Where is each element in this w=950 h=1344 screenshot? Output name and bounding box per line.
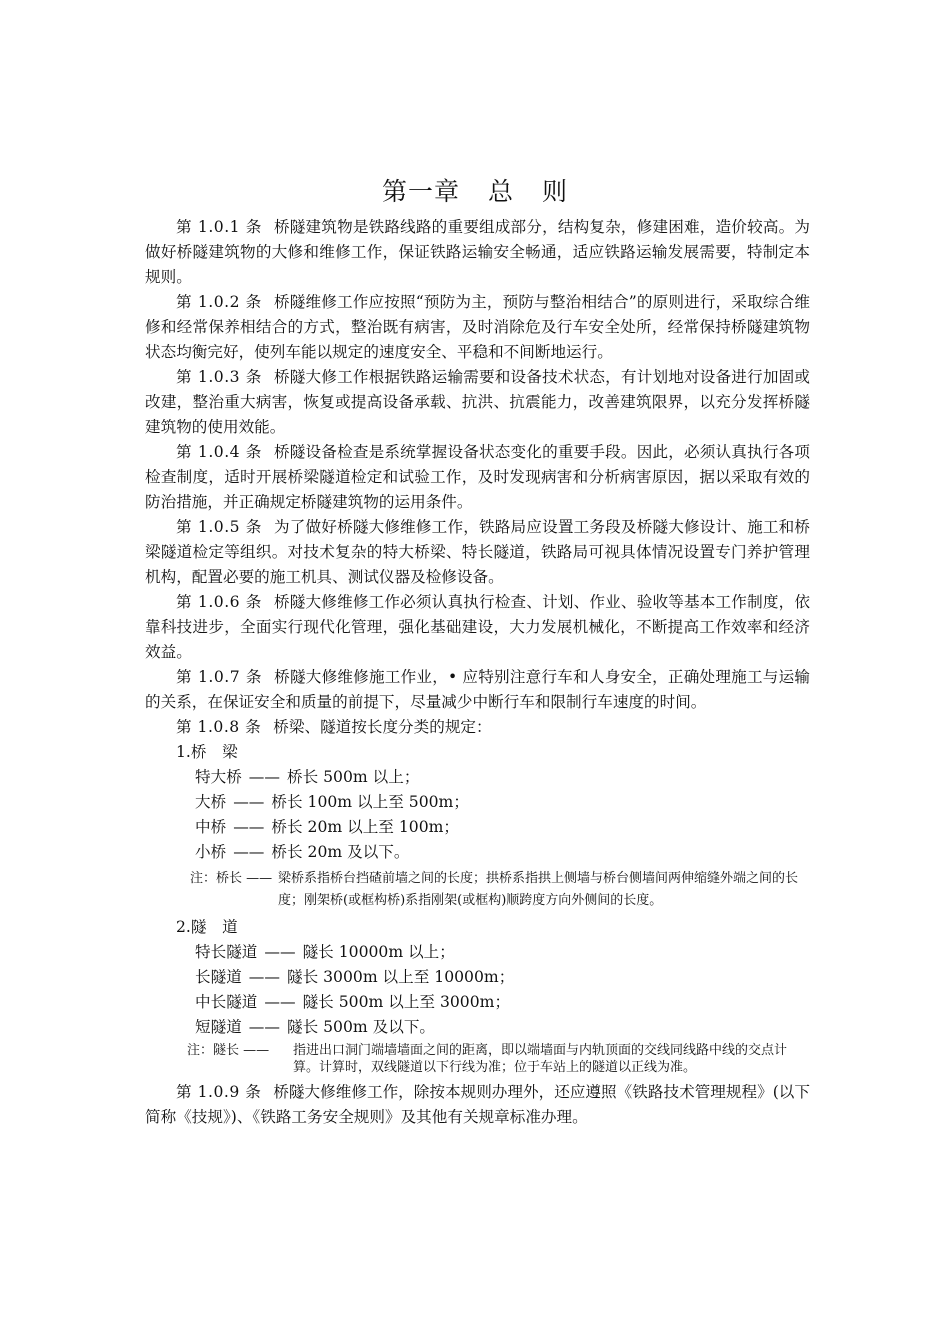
class-dash: —— bbox=[248, 1018, 280, 1036]
class-desc: 桥长 100m 以上至 500m； bbox=[271, 793, 469, 811]
article-text: 桥隧大修维修施工作业，• 应特别注意行车和人身安全，正确处理施工与运输的关系，在保证安全和质量的前提下，尽量减少中断行车和限制行车速度的时间。 bbox=[145, 668, 810, 711]
class-name: 中桥 bbox=[195, 818, 227, 836]
class-dash: —— bbox=[248, 768, 280, 786]
note-label: 注：隧长 —— bbox=[187, 1043, 270, 1058]
class-name: 特长隧道 bbox=[195, 943, 258, 961]
class-desc: 隧长 500m 及以下。 bbox=[286, 1018, 436, 1036]
article-text: 桥隧大修维修工作，除按本规则办理外，还应遵照《铁路技术管理规程》(以下简称《技规》)、《铁路工务安全规则》及其他有关规章标准办理。 bbox=[145, 1083, 810, 1126]
bridge-class-item bbox=[145, 840, 810, 865]
chapter-title-char-2: 则 bbox=[542, 177, 569, 206]
bridge-length-note bbox=[145, 868, 810, 912]
bridge-class-item bbox=[145, 790, 810, 815]
article-1-0-1 bbox=[145, 215, 810, 290]
class-name: 小桥 bbox=[195, 843, 227, 861]
article-number: 第 1.0.8 条 bbox=[176, 718, 262, 736]
class-desc: 隧长 500m 以上至 3000m； bbox=[302, 993, 511, 1011]
note-text: 指进出口洞门端墙墙面之间的距离，即以端墙面与内轨顶面的交线同线路中线的交点计算。计算时，双线隧道以下行线为准；位于车站上的隧道以正线为准。 bbox=[293, 1043, 788, 1075]
bridge-class-item bbox=[145, 815, 810, 840]
class-name: 中长隧道 bbox=[195, 993, 258, 1011]
class-name: 大桥 bbox=[195, 793, 227, 811]
tunnel-class-item bbox=[145, 1015, 810, 1040]
class-name: 长隧道 bbox=[195, 968, 242, 986]
article-1-0-5 bbox=[145, 515, 810, 590]
bridge-class-item bbox=[145, 765, 810, 790]
article-number: 第 1.0.4 条 bbox=[176, 443, 262, 461]
class-name: 短隧道 bbox=[195, 1018, 242, 1036]
article-1-0-7 bbox=[145, 665, 810, 715]
article-text: 桥隧建筑物是铁路线路的重要组成部分，结构复杂，修建困难，造价较高。为做好桥隧建筑物的大修和维修工作，保证铁路运输安全畅通，适应铁路运输发展需要，特制定本规则。 bbox=[145, 218, 810, 286]
article-number: 第 1.0.9 条 bbox=[176, 1083, 262, 1101]
article-text: 桥隧设备检查是系统掌握设备状态变化的重要手段。因此，必须认真执行各项检查制度，适时开展桥梁隧道检定和试验工作，及时发现病害和分析病害原因，据以采取有效的防治措施，并正确规定桥隧建筑物的运用条件。 bbox=[145, 443, 810, 511]
article-1-0-6 bbox=[145, 590, 810, 665]
article-number: 第 1.0.1 条 bbox=[176, 218, 262, 236]
class-desc: 隧长 10000m 以上； bbox=[302, 943, 455, 961]
class-desc: 桥长 500m 以上； bbox=[286, 768, 420, 786]
tunnels-heading: 2.隧 道 bbox=[176, 918, 238, 936]
article-1-0-2 bbox=[145, 290, 810, 365]
article-number: 第 1.0.2 条 bbox=[176, 293, 262, 311]
article-text: 为了做好桥隧大修维修工作，铁路局应设置工务段及桥隧大修设计、施工和桥梁隧道检定等组织。对技术复杂的特大桥梁、特长隧道，铁路局可视具体情况设置专门养护管理机构，配置必要的施工机具、测试仪器及检修设备。 bbox=[145, 518, 810, 586]
article-number: 第 1.0.3 条 bbox=[176, 368, 262, 386]
note-text: 梁桥系指桥台挡碴前墙之间的长度；拱桥系指拱上侧墙与桥台侧墙间两伸缩缝外端之间的长度；刚架桥(或框构桥)系指刚架(或框构)顺跨度方向外侧间的长度。 bbox=[278, 871, 799, 908]
chapter-number: 第一章 bbox=[381, 177, 460, 206]
article-number: 第 1.0.7 条 bbox=[176, 668, 263, 686]
tunnel-class-item bbox=[145, 940, 810, 965]
tunnel-class-item bbox=[145, 965, 810, 990]
class-dash: —— bbox=[233, 818, 265, 836]
article-text: 桥隧维修工作应按照“预防为主，预防与整治相结合”的原则进行，采取综合维修和经常保养相结合的方式，整治既有病害，及时消除危及行车安全处所，经常保持桥隧建筑物状态均衡完好，使列车能以规定的速度安全、平稳和不间断地运行。 bbox=[145, 293, 810, 361]
article-text: 桥隧大修工作根据铁路运输需要和设备技术状态，有计划地对设备进行加固或改建，整治重大病害，恢复或提高设备承载、抗洪、抗震能力，改善建筑限界，以充分发挥桥隧建筑物的使用效能。 bbox=[145, 368, 810, 436]
class-dash: —— bbox=[248, 968, 280, 986]
bridges-heading: 1.桥 梁 bbox=[176, 743, 238, 761]
article-1-0-8 bbox=[145, 715, 810, 740]
tunnel-class-item bbox=[145, 990, 810, 1015]
chapter-body bbox=[145, 215, 810, 1130]
article-number: 第 1.0.5 条 bbox=[176, 518, 262, 536]
article-text: 桥隧大修维修工作必须认真执行检查、计划、作业、验收等基本工作制度，依靠科技进步，全面实行现代化管理，强化基础建设，大力发展机械化，不断提高工作效率和经济效益。 bbox=[145, 593, 810, 661]
chapter-title-char-1: 总 bbox=[487, 177, 514, 206]
class-dash: —— bbox=[233, 843, 265, 861]
class-desc: 桥长 20m 以上至 100m； bbox=[271, 818, 460, 836]
article-text: 桥梁、隧道按长度分类的规定： bbox=[273, 718, 492, 736]
tunnel-length-note bbox=[145, 1042, 810, 1076]
article-number: 第 1.0.6 条 bbox=[176, 593, 262, 611]
class-desc: 隧长 3000m 以上至 10000m； bbox=[286, 968, 515, 986]
class-desc: 桥长 20m 及以下。 bbox=[271, 843, 410, 861]
chapter-title bbox=[0, 172, 950, 208]
class-dash: —— bbox=[264, 943, 296, 961]
article-1-0-9 bbox=[145, 1080, 810, 1130]
article-1-0-3 bbox=[145, 365, 810, 440]
class-name: 特大桥 bbox=[195, 768, 242, 786]
article-1-0-4 bbox=[145, 440, 810, 515]
class-dash: —— bbox=[264, 993, 296, 1011]
class-dash: —— bbox=[233, 793, 265, 811]
note-label: 注：桥长 —— bbox=[190, 871, 273, 886]
